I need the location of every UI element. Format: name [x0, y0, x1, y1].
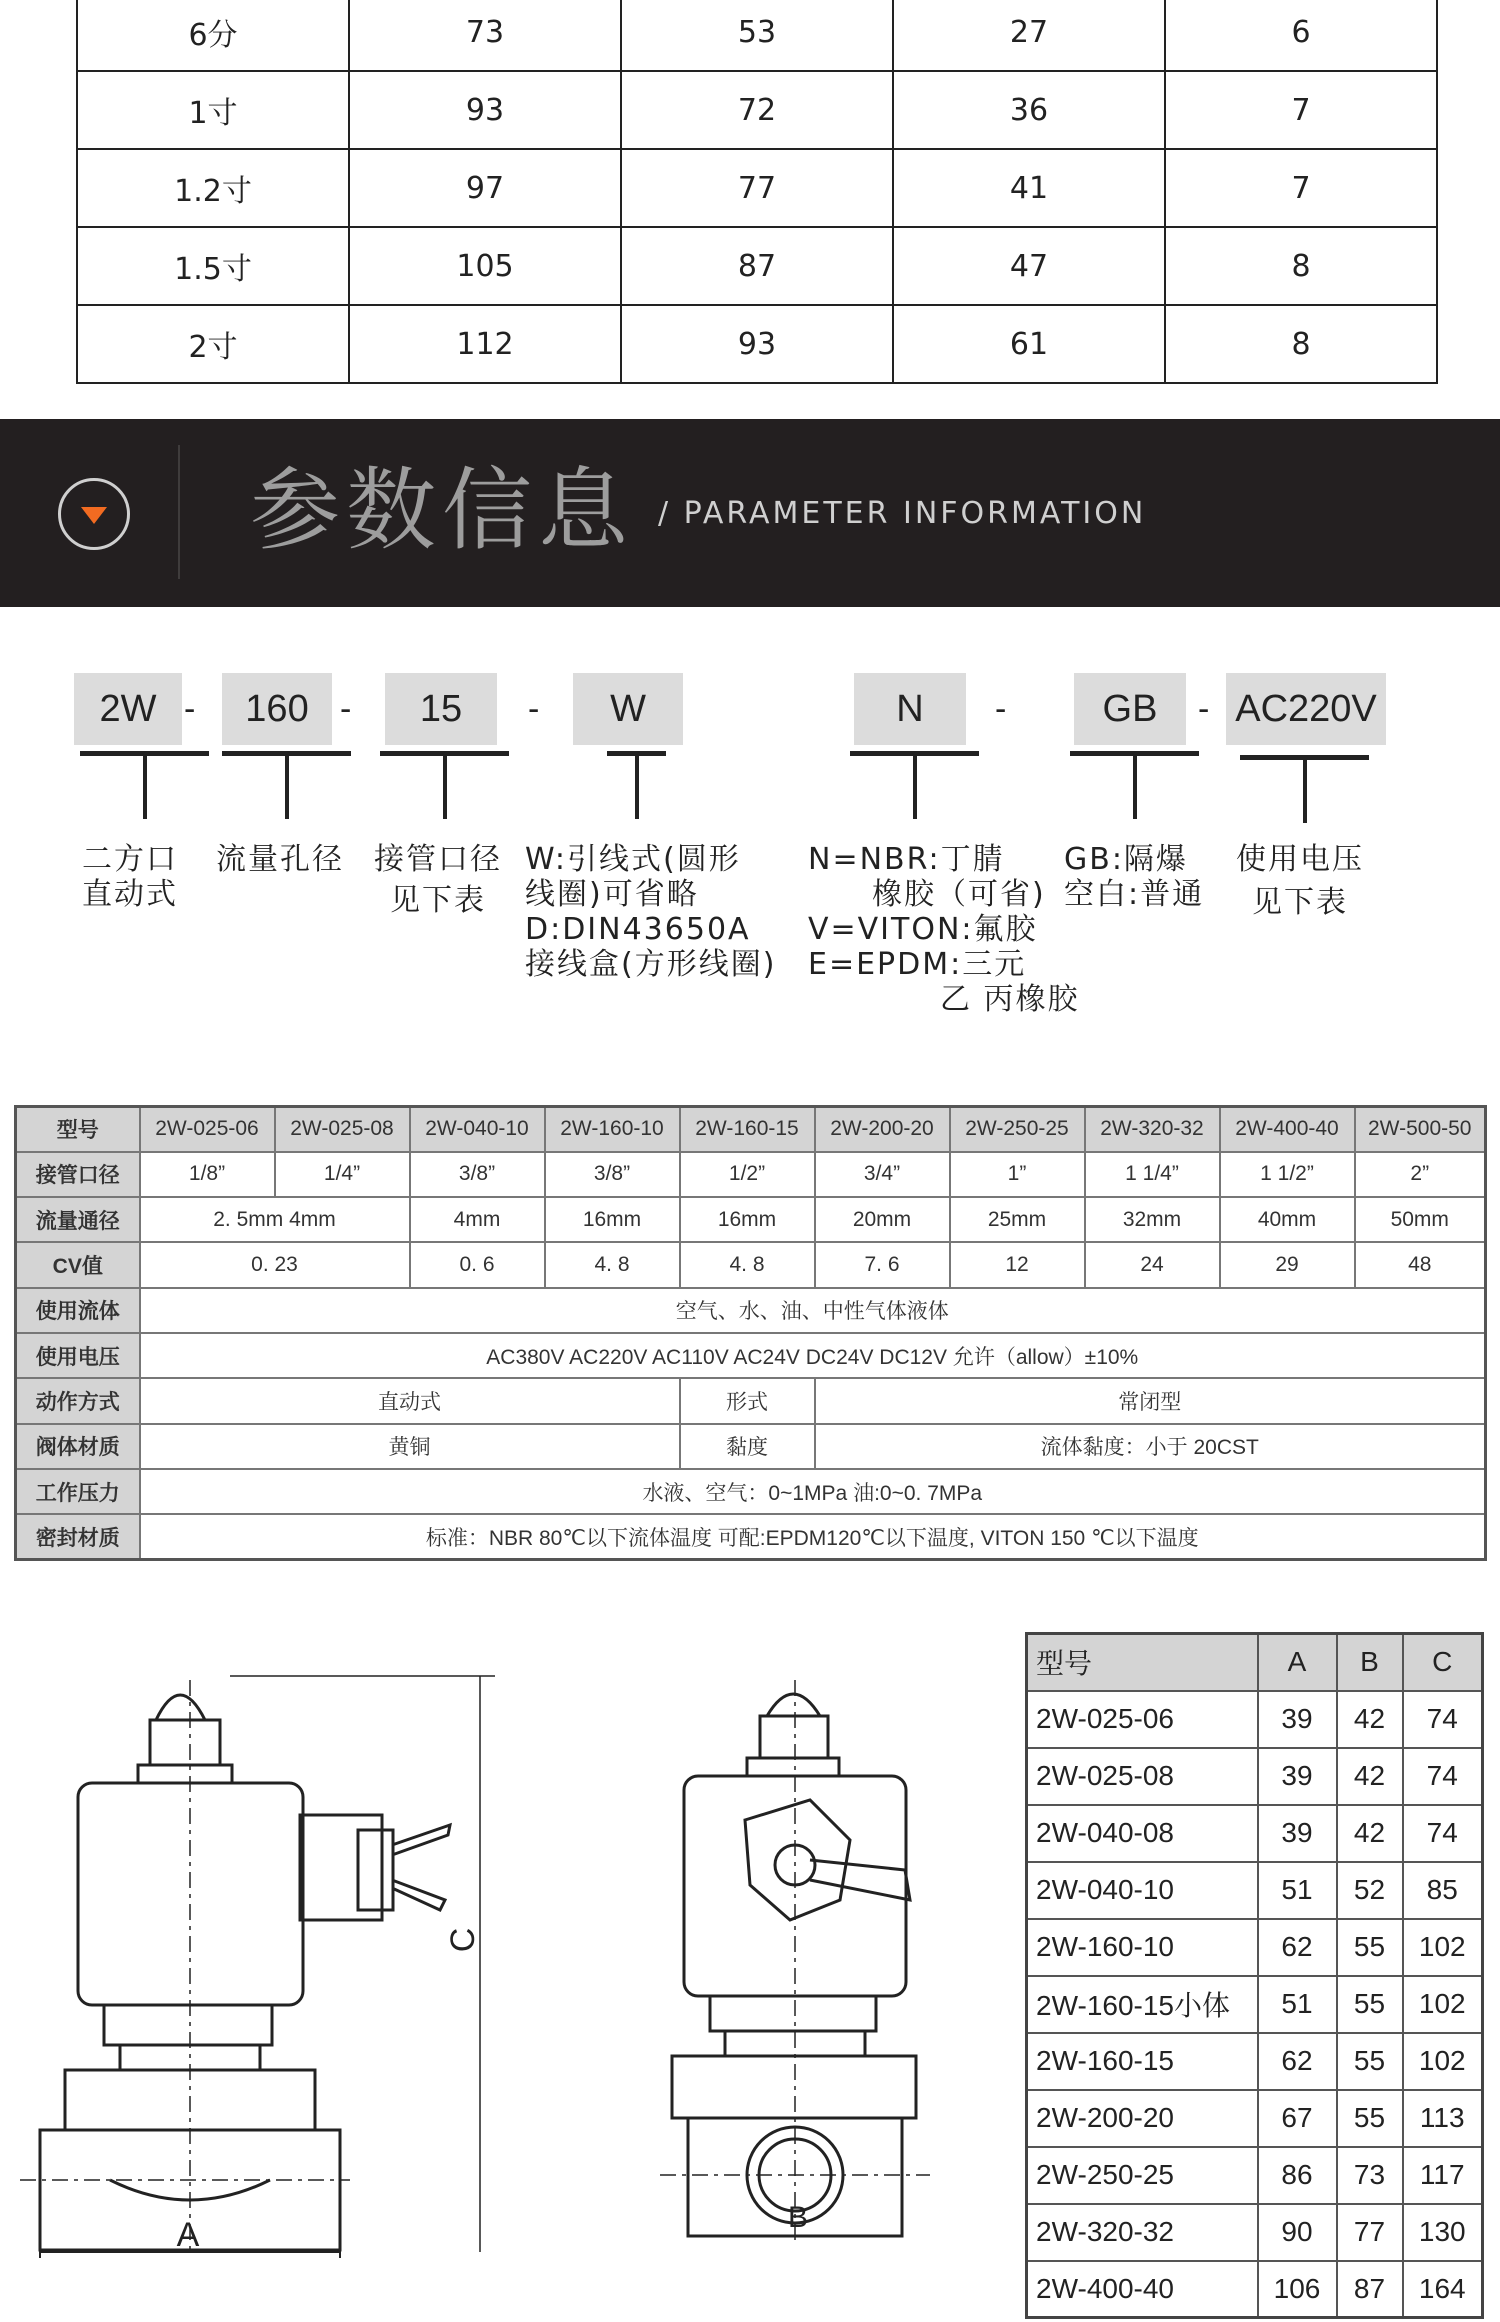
dimension-row	[1027, 1748, 1483, 1805]
size-cell: 7	[1165, 149, 1437, 227]
spec-table	[14, 1105, 1487, 1561]
spec-label: 型号	[16, 1107, 140, 1152]
dimension-cell: 102	[1403, 2033, 1483, 2090]
code-part-coil: W	[573, 673, 683, 745]
spec-value: 1 1/2”	[1220, 1152, 1355, 1197]
size-cell: 6	[1165, 0, 1437, 71]
code-separator: -	[528, 690, 540, 728]
code-desc-orifice: 流量孔径	[216, 842, 344, 877]
size-cell: 61	[893, 305, 1165, 383]
code-separator: -	[995, 690, 1007, 728]
section-banner	[0, 419, 1500, 607]
dimension-cell: 2W-025-06	[1027, 1691, 1258, 1748]
dimension-cell: 102	[1403, 1919, 1483, 1976]
code-desc-explosion: GB:隔爆 空白:普通	[1064, 842, 1205, 912]
dimension-row	[1027, 1691, 1483, 1748]
code-bracket	[1240, 755, 1369, 827]
spec-value: 2W-500-50	[1355, 1107, 1486, 1152]
dimension-row	[1027, 2090, 1483, 2147]
spec-value: 0. 23	[140, 1242, 410, 1287]
dimension-cell: 42	[1337, 1748, 1403, 1805]
spec-sublabel: 黏度	[680, 1424, 815, 1469]
size-cell: 36	[893, 71, 1165, 149]
dimension-cell: 55	[1337, 2090, 1403, 2147]
dimension-cell: 2W-040-10	[1027, 1862, 1258, 1919]
valve-front-centerlines	[660, 1680, 930, 2240]
size-cell: 77	[621, 149, 893, 227]
size-cell: 1.2寸	[77, 149, 349, 227]
spec-value: 32mm	[1085, 1197, 1220, 1242]
code-separator: -	[184, 690, 196, 728]
dimension-b-label: B	[787, 2201, 809, 2234]
dimension-header-cell: 型号	[1027, 1634, 1258, 1691]
dimension-table	[1025, 1632, 1484, 2319]
code-part-seal: N	[854, 673, 966, 745]
spec-label: 流量通径	[16, 1197, 140, 1242]
dimension-row	[1027, 2261, 1483, 2318]
spec-label: 动作方式	[16, 1378, 140, 1423]
dimension-cell: 62	[1258, 2033, 1337, 2090]
dimension-row	[1027, 1919, 1483, 1976]
size-cell: 1寸	[77, 71, 349, 149]
spec-value: 0. 6	[410, 1242, 545, 1287]
spec-value: 3/4”	[815, 1152, 950, 1197]
spec-value: 1”	[950, 1152, 1085, 1197]
code-desc-coil: W:引线式(圆形 线圈)可省略 D:DIN43650A 接线盒(方形线圈)	[525, 842, 777, 982]
spec-value: 40mm	[1220, 1197, 1355, 1242]
spec-label: 工作压力	[16, 1469, 140, 1514]
code-bracket	[222, 751, 351, 823]
size-cell: 8	[1165, 227, 1437, 305]
spec-value: 3/8”	[545, 1152, 680, 1197]
size-cell: 2寸	[77, 305, 349, 383]
spec-value: 流体黏度：小于 20CST	[815, 1424, 1486, 1469]
code-part-port: 15	[385, 673, 497, 745]
spec-row-action	[16, 1378, 1486, 1423]
spec-label: 阀体材质	[16, 1424, 140, 1469]
code-desc-type: 二方口 直动式	[82, 842, 178, 912]
valve-side-centerlines	[20, 1676, 495, 2254]
dimension-cell: 2W-250-25	[1027, 2147, 1258, 2204]
dimension-cell: 39	[1258, 1748, 1337, 1805]
dimension-cell: 87	[1337, 2261, 1403, 2318]
spec-value: 1/4”	[275, 1152, 410, 1197]
spec-value: 2W-025-08	[275, 1107, 410, 1152]
size-cell: 97	[349, 149, 621, 227]
size-cell: 72	[621, 71, 893, 149]
spec-value: 2W-160-10	[545, 1107, 680, 1152]
dimension-cell: 2W-200-20	[1027, 2090, 1258, 2147]
spec-value: 2W-040-10	[410, 1107, 545, 1152]
dimension-row	[1027, 1805, 1483, 1862]
spec-value: 水液、空气：0~1MPa 油:0~0. 7MPa	[140, 1469, 1486, 1514]
size-cell: 87	[621, 227, 893, 305]
dimension-cell: 2W-320-32	[1027, 2204, 1258, 2261]
dimension-cell: 113	[1403, 2090, 1483, 2147]
size-row	[77, 305, 1437, 383]
dimension-cell: 74	[1403, 1748, 1483, 1805]
spec-row-seal	[16, 1514, 1486, 1559]
chevron-down-icon	[81, 507, 107, 524]
dimension-cell: 67	[1258, 2090, 1337, 2147]
spec-value: 29	[1220, 1242, 1355, 1287]
dimension-cell: 2W-160-15	[1027, 2033, 1258, 2090]
spec-value: 2. 5mm 4mm	[140, 1197, 410, 1242]
size-cell: 41	[893, 149, 1165, 227]
dimension-cell: 73	[1337, 2147, 1403, 2204]
dimension-row	[1027, 2033, 1483, 2090]
valve-front-view	[672, 1694, 916, 2236]
dimension-cell: 62	[1258, 1919, 1337, 1976]
spec-value: 24	[1085, 1242, 1220, 1287]
spec-value: 2W-250-25	[950, 1107, 1085, 1152]
dimension-cell: 55	[1337, 1976, 1403, 2033]
dimension-cell: 2W-160-15小体	[1027, 1976, 1258, 2033]
dimension-cell: 2W-400-40	[1027, 2261, 1258, 2318]
spec-value: 3/8”	[410, 1152, 545, 1197]
dimension-c-label: C	[444, 1927, 482, 1953]
dimension-header-cell: B	[1337, 1634, 1403, 1691]
spec-value: 7. 6	[815, 1242, 950, 1287]
size-row	[77, 71, 1437, 149]
code-desc-port: 接管口径 见下表	[374, 842, 502, 918]
size-cell: 93	[621, 305, 893, 383]
size-cell: 8	[1165, 305, 1437, 383]
size-cell: 7	[1165, 71, 1437, 149]
size-cell: 105	[349, 227, 621, 305]
dimension-cell: 2W-025-08	[1027, 1748, 1258, 1805]
top-size-table	[76, 0, 1438, 384]
spec-row-fluid	[16, 1288, 1486, 1333]
spec-value: 2W-025-06	[140, 1107, 275, 1152]
code-part-voltage: AC220V	[1226, 673, 1386, 745]
size-cell: 6分	[77, 0, 349, 71]
code-part-explosion: GB	[1074, 673, 1186, 745]
dimension-cell: 164	[1403, 2261, 1483, 2318]
spec-value: 4mm	[410, 1197, 545, 1242]
size-cell: 53	[621, 0, 893, 71]
spec-value: 空气、水、油、中性气体液体	[140, 1288, 1486, 1333]
spec-label: 接管口径	[16, 1152, 140, 1197]
dimension-cell: 85	[1403, 1862, 1483, 1919]
spec-value: 20mm	[815, 1197, 950, 1242]
dimension-cell: 39	[1258, 1805, 1337, 1862]
dimension-header-cell: A	[1258, 1634, 1337, 1691]
spec-value: 4. 8	[680, 1242, 815, 1287]
spec-value: 2W-200-20	[815, 1107, 950, 1152]
banner-divider	[178, 445, 180, 579]
dimension-cell: 39	[1258, 1691, 1337, 1748]
code-bracket	[1070, 751, 1199, 823]
spec-row-voltage	[16, 1333, 1486, 1378]
code-desc-voltage: 使用电压 见下表	[1236, 842, 1364, 920]
dimension-cell: 51	[1258, 1862, 1337, 1919]
size-cell: 1.5寸	[77, 227, 349, 305]
code-bracket	[850, 751, 979, 823]
size-cell: 27	[893, 0, 1165, 71]
dimension-row	[1027, 1862, 1483, 1919]
size-row	[77, 227, 1437, 305]
dimension-cell: 52	[1337, 1862, 1403, 1919]
spec-row-port	[16, 1152, 1486, 1197]
spec-row-flow	[16, 1197, 1486, 1242]
dimension-cell: 2W-040-08	[1027, 1805, 1258, 1862]
dimension-header-row	[1027, 1634, 1483, 1691]
dimension-cell: 102	[1403, 1976, 1483, 2033]
dimension-row	[1027, 2204, 1483, 2261]
size-row	[77, 0, 1437, 71]
spec-value: 黄铜	[140, 1424, 680, 1469]
code-part-type: 2W	[74, 673, 182, 745]
valve-side-view	[40, 1695, 450, 2250]
dimension-cell: 74	[1403, 1805, 1483, 1862]
dimension-row	[1027, 2147, 1483, 2204]
dimension-cell: 51	[1258, 1976, 1337, 2033]
code-separator: -	[1198, 690, 1210, 728]
dimension-cell: 77	[1337, 2204, 1403, 2261]
spec-value: 16mm	[680, 1197, 815, 1242]
spec-value: 直动式	[140, 1378, 680, 1423]
spec-row-pressure	[16, 1469, 1486, 1514]
spec-row-model	[16, 1107, 1486, 1152]
section-title: 参数信息	[250, 458, 634, 563]
spec-value: 4. 8	[545, 1242, 680, 1287]
code-separator: -	[340, 690, 352, 728]
code-bracket	[80, 751, 209, 823]
spec-value: 常闭型	[815, 1378, 1486, 1423]
valve-drawing	[0, 1640, 1000, 2260]
dimension-cell: 55	[1337, 1919, 1403, 1976]
spec-label: 使用流体	[16, 1288, 140, 1333]
spec-value: 48	[1355, 1242, 1486, 1287]
dimension-a-label: A	[176, 2216, 200, 2254]
spec-row-body	[16, 1424, 1486, 1469]
size-cell: 73	[349, 0, 621, 71]
size-row	[77, 149, 1437, 227]
size-cell: 93	[349, 71, 621, 149]
dimension-cell: 74	[1403, 1691, 1483, 1748]
spec-value: 16mm	[545, 1197, 680, 1242]
spec-value: 50mm	[1355, 1197, 1486, 1242]
spec-row-cv	[16, 1242, 1486, 1287]
code-bracket	[607, 751, 666, 823]
dimension-cell: 90	[1258, 2204, 1337, 2261]
spec-value: 2W-160-15	[680, 1107, 815, 1152]
spec-value: 2W-400-40	[1220, 1107, 1355, 1152]
spec-value: 12	[950, 1242, 1085, 1287]
dimension-cell: 117	[1403, 2147, 1483, 2204]
code-desc-seal: N=NBR:丁腈 橡胶（可省) V=VITON:氟胶 E=EPDM:三元 乙 丙橡胶	[808, 842, 1080, 1017]
size-cell: 47	[893, 227, 1165, 305]
spec-label: 密封材质	[16, 1514, 140, 1559]
dimension-cell: 55	[1337, 2033, 1403, 2090]
spec-value: AC380V AC220V AC110V AC24V DC24V DC12V 允许（allow）±10%	[140, 1333, 1486, 1378]
spec-value: 标准：NBR 80℃以下流体温度 可配:EPDM120℃以下温度, VITON 150 ℃以下温度	[140, 1514, 1486, 1559]
spec-value: 25mm	[950, 1197, 1085, 1242]
dimension-cell: 130	[1403, 2204, 1483, 2261]
spec-label: 使用电压	[16, 1333, 140, 1378]
dimension-row	[1027, 1976, 1483, 2033]
spec-value: 1/2”	[680, 1152, 815, 1197]
spec-label: CV值	[16, 1242, 140, 1287]
size-cell: 112	[349, 305, 621, 383]
dimension-header-cell: C	[1403, 1634, 1483, 1691]
spec-sublabel: 形式	[680, 1378, 815, 1423]
dimension-cell: 106	[1258, 2261, 1337, 2318]
dimension-cell: 86	[1258, 2147, 1337, 2204]
spec-value: 1 1/4”	[1085, 1152, 1220, 1197]
spec-value: 2”	[1355, 1152, 1486, 1197]
dimension-cell: 42	[1337, 1691, 1403, 1748]
code-part-orifice: 160	[222, 673, 332, 745]
spec-value: 2W-320-32	[1085, 1107, 1220, 1152]
dimension-cell: 2W-160-10	[1027, 1919, 1258, 1976]
code-bracket	[380, 751, 509, 823]
spec-value: 1/8”	[140, 1152, 275, 1197]
section-subtitle: / PARAMETER INFORMATION	[658, 496, 1147, 531]
dimension-cell: 42	[1337, 1805, 1403, 1862]
